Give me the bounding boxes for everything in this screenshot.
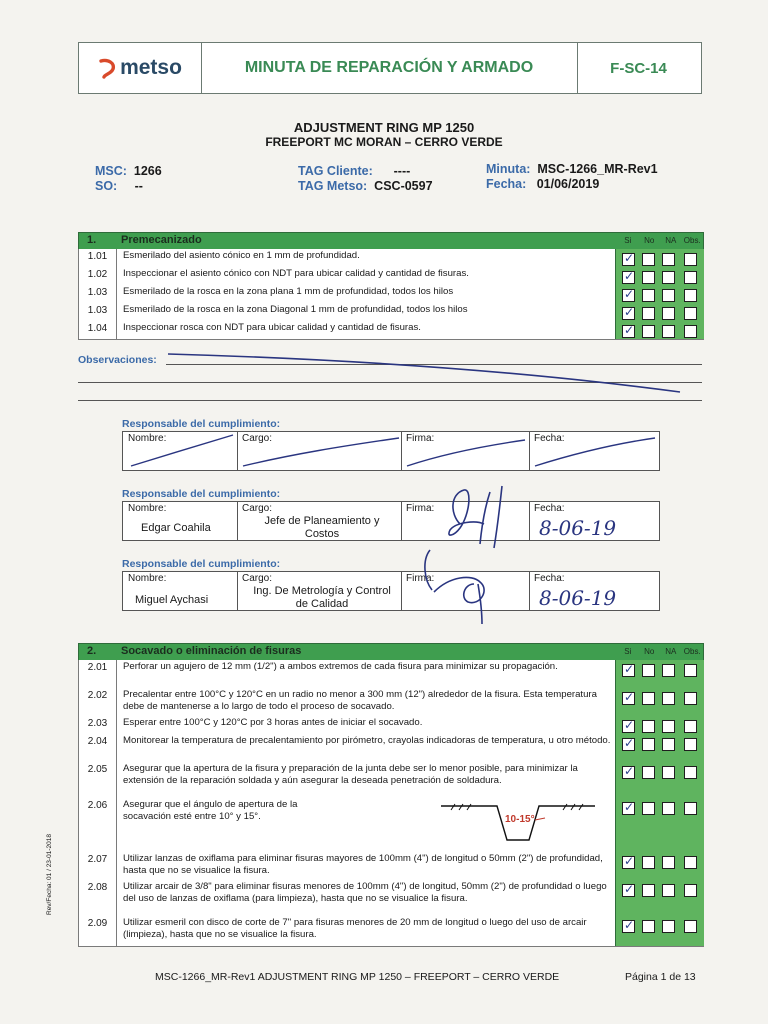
- obs-checkbox[interactable]: [684, 664, 697, 677]
- checklist-row: [78, 734, 704, 763]
- checkmark-icon: ✓: [624, 854, 635, 868]
- checklist-row: [78, 267, 704, 286]
- col-obs: Obs.: [683, 236, 701, 245]
- si-checkbox[interactable]: [622, 692, 635, 705]
- obs-checkbox[interactable]: [684, 738, 697, 751]
- checklist-row: [78, 852, 704, 881]
- item-text: Esmerilado de la rosca en la zona Diagonal 1 mm de profundidad, todos los hilos: [123, 304, 468, 315]
- item-number: 2.09: [79, 916, 117, 946]
- obs-checkbox[interactable]: [684, 766, 697, 779]
- col-na: NA: [665, 647, 677, 656]
- responsable-3-label: Responsable del cumplimiento:: [122, 558, 281, 570]
- checkmark-icon: ✓: [624, 718, 635, 732]
- item-number: 2.01: [79, 660, 117, 688]
- fecha-label: Fecha:: [534, 433, 565, 444]
- si-checkbox[interactable]: [622, 720, 635, 733]
- na-checkbox[interactable]: [662, 253, 675, 266]
- na-checkbox[interactable]: [662, 738, 675, 751]
- form-title-cell: [201, 43, 578, 93]
- observaciones-strike: [160, 350, 720, 400]
- check-cell: [615, 249, 704, 267]
- checklist-row: [78, 321, 704, 340]
- check-cell: [615, 852, 704, 880]
- obs-checkbox[interactable]: [684, 325, 697, 338]
- item-number: 2.02: [79, 688, 117, 716]
- obs-checkbox[interactable]: [684, 802, 697, 815]
- msc-label: MSC:: [95, 164, 127, 178]
- document-header: [78, 42, 702, 94]
- item-text: Utilizar arcair de 3/8" para eliminar fisuras menores de 100mm (4") de longitud, 50mm (2") de profundidad o luego del uso de lanzas de oxiflama (para limpieza), hasta que no se visualice la fisura.: [123, 881, 607, 904]
- surface-hatch: [451, 804, 583, 810]
- na-checkbox[interactable]: [662, 856, 675, 869]
- form-title: MINUTA DE REPARACIÓN Y ARMADO: [244, 59, 534, 76]
- obs-checkbox[interactable]: [684, 884, 697, 897]
- checklist-row: [78, 285, 704, 304]
- checklist-row: [78, 762, 704, 799]
- checkmark-icon: ✓: [624, 800, 635, 814]
- check-cell: [615, 303, 704, 321]
- si-checkbox[interactable]: [622, 738, 635, 751]
- item-number: 1.04: [79, 321, 117, 339]
- no-checkbox[interactable]: [642, 884, 655, 897]
- tag-cliente-label: TAG Cliente:: [298, 164, 373, 178]
- col-na: NA: [665, 236, 677, 245]
- responsable-1-label: Responsable del cumplimiento:: [122, 418, 281, 430]
- firma-label: Firma:: [406, 503, 435, 514]
- item-number: 1.03: [79, 285, 117, 303]
- checkmark-icon: ✓: [624, 323, 635, 337]
- na-checkbox[interactable]: [662, 802, 675, 815]
- section-1-check-columns: [617, 233, 703, 249]
- na-checkbox[interactable]: [662, 664, 675, 677]
- groove-angle-diagram: [439, 800, 599, 850]
- checkmark-icon: ✓: [624, 764, 635, 778]
- checklist-row: [78, 798, 704, 853]
- checkmark-icon: ✓: [624, 662, 635, 676]
- si-checkbox[interactable]: [622, 766, 635, 779]
- responsable-2-table: [122, 501, 660, 541]
- si-checkbox[interactable]: [622, 920, 635, 933]
- na-checkbox[interactable]: [662, 766, 675, 779]
- cargo-value: Ing. De Metrología y Control de Calidad: [253, 585, 391, 610]
- check-cell: [615, 321, 704, 339]
- observaciones-line-3: [78, 400, 702, 401]
- no-checkbox[interactable]: [642, 920, 655, 933]
- item-number: 2.06: [79, 798, 117, 852]
- na-checkbox[interactable]: [662, 325, 675, 338]
- section-2-check-columns: [617, 644, 703, 660]
- cargo-label: Cargo:: [242, 503, 273, 514]
- checklist-row: [78, 916, 704, 947]
- fecha-label: Fecha:: [486, 177, 527, 191]
- col-si: Si: [624, 236, 632, 245]
- na-checkbox[interactable]: [662, 307, 675, 320]
- item-text: Inspeccionar rosca con NDT para ubicar calidad y cantidad de fisuras.: [123, 322, 421, 333]
- na-checkbox[interactable]: [662, 884, 675, 897]
- checkmark-icon: ✓: [624, 269, 635, 283]
- na-checkbox[interactable]: [662, 692, 675, 705]
- item-number: 2.04: [79, 734, 117, 762]
- item-number: 1.02: [79, 267, 117, 285]
- si-checkbox[interactable]: [622, 856, 635, 869]
- metso-logo: [79, 43, 202, 93]
- cargo-value: Jefe de Planeamiento y Costos: [264, 515, 380, 540]
- cargo-label: Cargo:: [242, 573, 273, 584]
- checklist-row: [78, 660, 704, 689]
- col-no: No: [644, 236, 655, 245]
- metso-logo-icon: [98, 57, 118, 79]
- revision-note: Rev/Fecha: 01 / 23-01-2018: [46, 834, 53, 915]
- si-checkbox[interactable]: [622, 664, 635, 677]
- si-checkbox[interactable]: [622, 884, 635, 897]
- doc-title: ADJUSTMENT RING MP 1250: [293, 120, 475, 135]
- checklist-row: [78, 716, 704, 735]
- obs-checkbox[interactable]: [684, 920, 697, 933]
- check-cell: [615, 688, 704, 716]
- responsable-1-table: [122, 431, 660, 471]
- obs-checkbox[interactable]: [684, 692, 697, 705]
- obs-checkbox[interactable]: [684, 253, 697, 266]
- item-number: 2.07: [79, 852, 117, 880]
- obs-checkbox[interactable]: [684, 307, 697, 320]
- section-1-number: 1.: [87, 234, 97, 246]
- check-cell: [615, 798, 704, 852]
- footer-doc-ref: MSC-1266_MR-Rev1 ADJUSTMENT RING MP 1250 – FREEPORT – CERRO VERDE: [155, 971, 560, 983]
- check-cell: [615, 880, 704, 916]
- no-checkbox[interactable]: [642, 325, 655, 338]
- col-obs: Obs.: [683, 647, 701, 656]
- info-right: [486, 162, 658, 192]
- si-checkbox[interactable]: [622, 307, 635, 320]
- si-checkbox[interactable]: [622, 271, 635, 284]
- form-code-cell: [577, 43, 700, 93]
- minuta-label: Minuta:: [486, 162, 531, 176]
- item-text: Inspeccionar el asiento cónico con NDT para ubicar calidad y cantidad de fisuras.: [123, 268, 469, 279]
- item-text: Utilizar esmeril con disco de corte de 7" para fisuras menores de 20 mm de longitud o luego del uso de arcair (limpieza), hasta que no se visualice la fisura.: [123, 917, 587, 940]
- tag-metso-value: CSC-0597: [374, 179, 433, 193]
- item-number: 2.03: [79, 716, 117, 734]
- checkmark-icon: ✓: [624, 251, 635, 265]
- checkmark-icon: ✓: [624, 287, 635, 301]
- responsable-1-strikes: [123, 432, 659, 470]
- check-cell: [615, 660, 704, 688]
- no-checkbox[interactable]: [642, 766, 655, 779]
- check-cell: [615, 285, 704, 303]
- obs-checkbox[interactable]: [684, 289, 697, 302]
- si-checkbox[interactable]: [622, 253, 635, 266]
- col-no: No: [644, 647, 655, 656]
- no-checkbox[interactable]: [642, 802, 655, 815]
- signature-2: [420, 540, 530, 626]
- check-cell: [615, 734, 704, 762]
- section-2-header: [78, 643, 704, 661]
- na-checkbox[interactable]: [662, 720, 675, 733]
- nombre-value: Edgar Coahila: [141, 522, 211, 534]
- firma-label: Firma:: [406, 433, 435, 444]
- so-value: --: [134, 179, 143, 193]
- no-checkbox[interactable]: [642, 271, 655, 284]
- checkmark-icon: ✓: [624, 305, 635, 319]
- no-checkbox[interactable]: [642, 738, 655, 751]
- responsable-3-table: [122, 571, 660, 611]
- item-number: 1.03: [79, 303, 117, 321]
- form-code: F-SC-14: [610, 59, 667, 77]
- checklist-row: [78, 303, 704, 322]
- si-checkbox[interactable]: [622, 802, 635, 815]
- checkmark-icon: ✓: [624, 690, 635, 704]
- checklist-row: [78, 880, 704, 917]
- item-text: Asegurar que el ángulo de apertura de la socavación esté entre 10° y 15°.: [123, 799, 298, 822]
- no-checkbox[interactable]: [642, 307, 655, 320]
- item-text: Perforar un agujero de 12 mm (1/2") a ambos extremos de cada fisura para minimizar su propagación.: [123, 661, 558, 672]
- check-cell: [615, 762, 704, 798]
- msc-value: 1266: [133, 164, 162, 178]
- na-checkbox[interactable]: [662, 920, 675, 933]
- firma-label: Firma:: [406, 573, 435, 584]
- item-text: Esperar entre 100°C y 120°C por 3 horas antes de iniciar el socavado.: [123, 717, 423, 728]
- item-text: Precalentar entre 100°C y 120°C en un radio no menor a 300 mm (12") alrededor de la fisura. Esta temperatura debe de mantenerse a lo largo de todo el proceso de socavado.: [123, 689, 597, 712]
- info-left: [95, 164, 162, 194]
- col-si: Si: [624, 647, 632, 656]
- si-checkbox[interactable]: [622, 289, 635, 302]
- tag-cliente-value: ----: [393, 164, 411, 178]
- fecha-label: Fecha:: [534, 503, 565, 514]
- fecha-label: Fecha:: [534, 573, 565, 584]
- fecha-value: 01/06/2019: [536, 177, 600, 191]
- checkmark-icon: ✓: [624, 882, 635, 896]
- item-number: 2.05: [79, 762, 117, 798]
- fecha-value: 8-06-19: [539, 586, 617, 610]
- item-number: 2.08: [79, 880, 117, 916]
- responsable-2-label: Responsable del cumplimiento:: [122, 488, 281, 500]
- cargo-label: Cargo:: [242, 433, 273, 444]
- nombre-label: Nombre:: [128, 433, 167, 444]
- obs-checkbox[interactable]: [684, 271, 697, 284]
- no-checkbox[interactable]: [642, 253, 655, 266]
- tag-metso-label: TAG Metso:: [298, 179, 368, 193]
- nombre-label: Nombre:: [128, 503, 167, 514]
- observaciones-label: Observaciones:: [78, 354, 157, 366]
- item-text: Monitorear la temperatura de precalentamiento por pirómetro, crayolas indicadoras de temperatura, u otro método.: [123, 735, 611, 746]
- so-label: SO:: [95, 179, 118, 193]
- fecha-value: 8-06-19: [539, 516, 617, 540]
- info-mid: [298, 164, 433, 194]
- checkmark-icon: ✓: [624, 736, 635, 750]
- item-text: Esmerilado del asiento cónico en 1 mm de profundidad.: [123, 250, 360, 261]
- angle-label: 10-15°: [505, 814, 535, 825]
- item-text: Utilizar lanzas de oxiflama para eliminar fisuras mayores de 100mm (4") de longitud o 50mm (2") de profundidad, hasta que no se visualice la fisura.: [123, 853, 603, 876]
- section-1-header: [78, 232, 704, 250]
- no-checkbox[interactable]: [642, 692, 655, 705]
- item-text: Esmerilado de la rosca en la zona plana 1 mm de profundidad, todos los hilos: [123, 286, 454, 297]
- na-checkbox[interactable]: [662, 289, 675, 302]
- check-cell: [615, 716, 704, 734]
- obs-checkbox[interactable]: [684, 720, 697, 733]
- check-cell: [615, 267, 704, 285]
- si-checkbox[interactable]: [622, 325, 635, 338]
- no-checkbox[interactable]: [642, 856, 655, 869]
- section-2-title: Socavado o eliminación de fisuras: [121, 645, 302, 657]
- doc-subtitle: FREEPORT MC MORAN – CERRO VERDE: [265, 135, 503, 149]
- item-number: 1.01: [79, 249, 117, 267]
- no-checkbox[interactable]: [642, 664, 655, 677]
- no-checkbox[interactable]: [642, 289, 655, 302]
- check-cell: [615, 916, 704, 946]
- nombre-value: Miguel Aychasi: [135, 594, 209, 606]
- logo-text: metso: [120, 56, 182, 79]
- checkmark-icon: ✓: [624, 918, 635, 932]
- section-2-number: 2.: [87, 645, 97, 657]
- obs-checkbox[interactable]: [684, 856, 697, 869]
- minuta-value: MSC-1266_MR-Rev1: [537, 162, 658, 176]
- section-1-title: Premecanizado: [121, 234, 202, 246]
- item-text: Asegurar que la apertura de la fisura y preparación de la junta debe ser lo menor posible, para minimizar la extensión de la reparación soldada y aún asegurar la deseada penetración de soldadura.: [123, 763, 578, 786]
- na-checkbox[interactable]: [662, 271, 675, 284]
- no-checkbox[interactable]: [642, 720, 655, 733]
- nombre-label: Nombre:: [128, 573, 167, 584]
- checklist-row: [78, 688, 704, 717]
- checklist-row: [78, 249, 704, 268]
- angle-arrow: [535, 818, 545, 820]
- footer-page: Página 1 de 13: [625, 971, 696, 983]
